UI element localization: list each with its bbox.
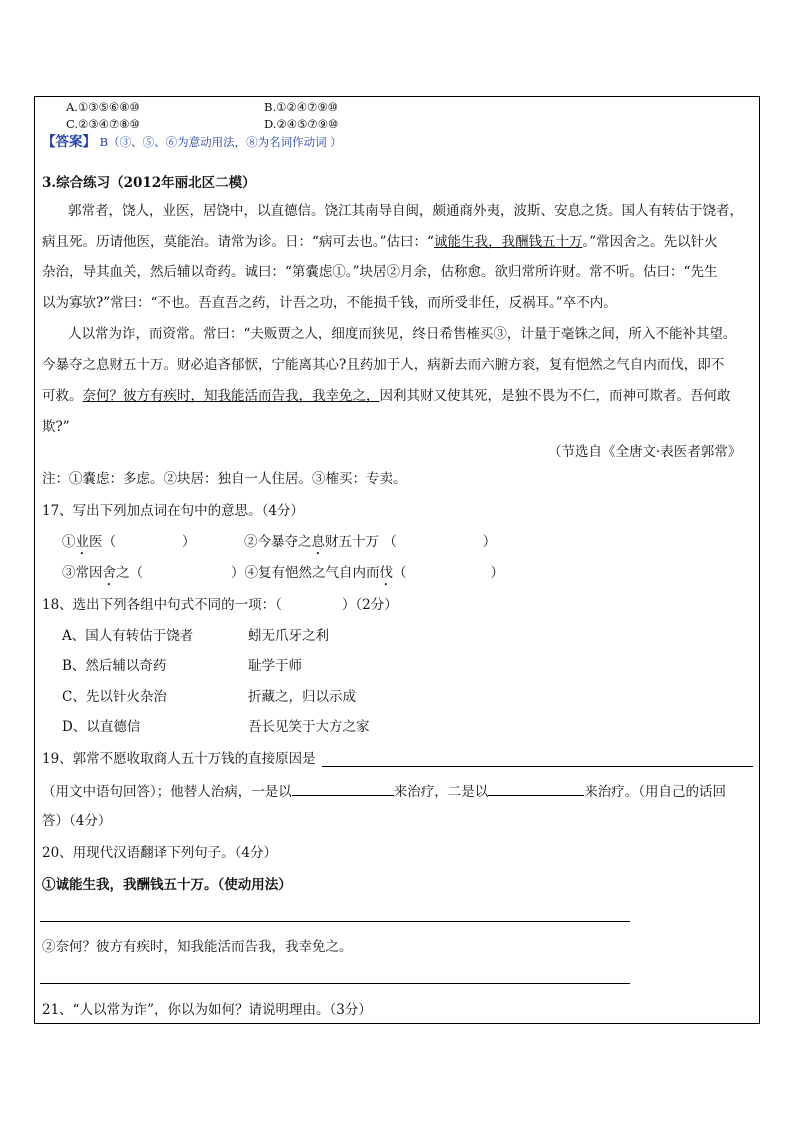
answer-tag: 【答案】 — [42, 134, 96, 150]
q18-option-b: B、然后辅以奇药 — [62, 658, 167, 674]
q18-option-c-pair: 折藏之，归以示成 — [248, 689, 356, 705]
q18-option-d: D、以直德信 — [62, 719, 141, 735]
q18-stem: 18、选出下列各组中句式不同的一项：（ ）（2分） — [42, 597, 398, 613]
passage-line: 以为寡欤?”常曰：“不也。吾直吾之药，计吾之功，不能损千钱，而所受非任，反祸耳。”卒不内。 — [42, 295, 617, 311]
q18-option-d-pair: 吾长见笑于大方之家 — [248, 719, 370, 735]
q20-sentence-1: ①诚能生我，我酬钱五十万。（使动用法） — [42, 877, 292, 893]
passage-line: 郭常者，饶人，业医，居饶中，以直德信。饶江其南导自闽，颇通商外夷，波斯、安息之货。国人有转估于饶者， — [68, 203, 743, 219]
option-c: C.②③④⑦⑧⑩ — [66, 117, 140, 131]
option-d: D.②④⑤⑦⑨⑩ — [264, 117, 339, 131]
q18-option-a-pair: 蚓无爪牙之利 — [248, 628, 329, 644]
passage-text: 。”常因舍之。先以针火 — [582, 234, 718, 250]
q21-stem: 21、“人以常为诈”，你以为如何？请说明理由。（3分） — [42, 1002, 372, 1018]
q20-answer-line-2[interactable] — [40, 983, 630, 984]
passage-underlined: 奈何？彼方有疾时，知我能活而告我，我幸免之， — [82, 388, 380, 404]
q19-answer-blank-1[interactable] — [322, 766, 753, 767]
passage-line: 欺?” — [42, 419, 70, 435]
passage-text: 可救。 — [42, 388, 83, 404]
q19-answer-blank-2[interactable] — [292, 781, 394, 796]
q19-line-2: （用文中语句回答）；他替人治病，一是以 来治疗，二是以 来治疗。（用自己的话回 — [42, 781, 726, 801]
passage-line: 人以常为诈，而资常。常曰：“夫贩贾之人，细度而狭见，终日希售榷买③，计量于毫铢之间，所入不能补其望。 — [68, 326, 737, 342]
q18-option-c: C、先以针火杂治 — [62, 689, 167, 705]
q17-item-3: ③常因舍之（ ）④复有悒然之气自内而伐（ ） — [62, 565, 504, 581]
option-b: B.①②④⑦⑨⑩ — [264, 100, 338, 114]
passage-line: 今暴夺之息财五十万。财必追吝郁恹，宁能离其心?且药加于人，病新去而六腑方衮，复有悒然之气自内而伐，即不 — [42, 357, 725, 373]
q17-item-2: ②今暴夺之息财五十万 （ ） — [244, 534, 497, 550]
q18-option-b-pair: 耻学于师 — [248, 658, 302, 674]
option-a: A.①③⑤⑥⑧⑩ — [66, 100, 140, 114]
q20-answer-line-1[interactable] — [40, 921, 630, 922]
q19-line-3: 答）（4分） — [42, 813, 112, 829]
answer-line — [42, 133, 342, 151]
q20-sentence-2: ②奈何？彼方有疾时，知我能活而告我，我幸免之。 — [42, 939, 353, 955]
passage-text: 因利其财又使其死，是独不畏为不仁，而神可欺者。吾何敢 — [379, 388, 731, 404]
q18-option-a: A、国人有转估于饶者 — [62, 628, 194, 644]
q17-item-1: ①业医（ ） — [62, 534, 196, 550]
q19-line-1: 19、郭常不愿收取商人五十万钱的直接原因是 — [42, 751, 316, 767]
footnote: 注：①嚢虑：多虑。②块居：独自一人住居。③榷买：专卖。 — [42, 471, 407, 487]
q19-answer-blank-3[interactable] — [488, 781, 584, 796]
passage-line — [42, 233, 718, 251]
answer-text: B（③、⑤、⑥为意动用法，⑧为名词作动词 ） — [96, 135, 342, 149]
passage-line: 杂治，导其血关，然后辅以奇药。诚曰：“第嚢虑①。”块居②月余，估称愈。欲归常所许财。常不听。估曰：“先生 — [42, 264, 718, 280]
passage-line — [42, 387, 731, 405]
passage-underlined: 诚能生我，我酬钱五十万 — [433, 234, 583, 250]
section-title: 3.综合练习（2012年丽北区二模） — [42, 175, 256, 191]
q17-stem: 17、写出下列加点词在句中的意思。（4分） — [42, 503, 305, 519]
passage-source: （节选自《全唐文·表医者郭常》 — [548, 444, 742, 460]
passage-text: 病且死。历请他医，莫能治。请常为诊。日：“病可去也。”估曰：“ — [42, 234, 434, 250]
q20-stem: 20、用现代汉语翻译下列句子。（4分） — [42, 845, 278, 861]
